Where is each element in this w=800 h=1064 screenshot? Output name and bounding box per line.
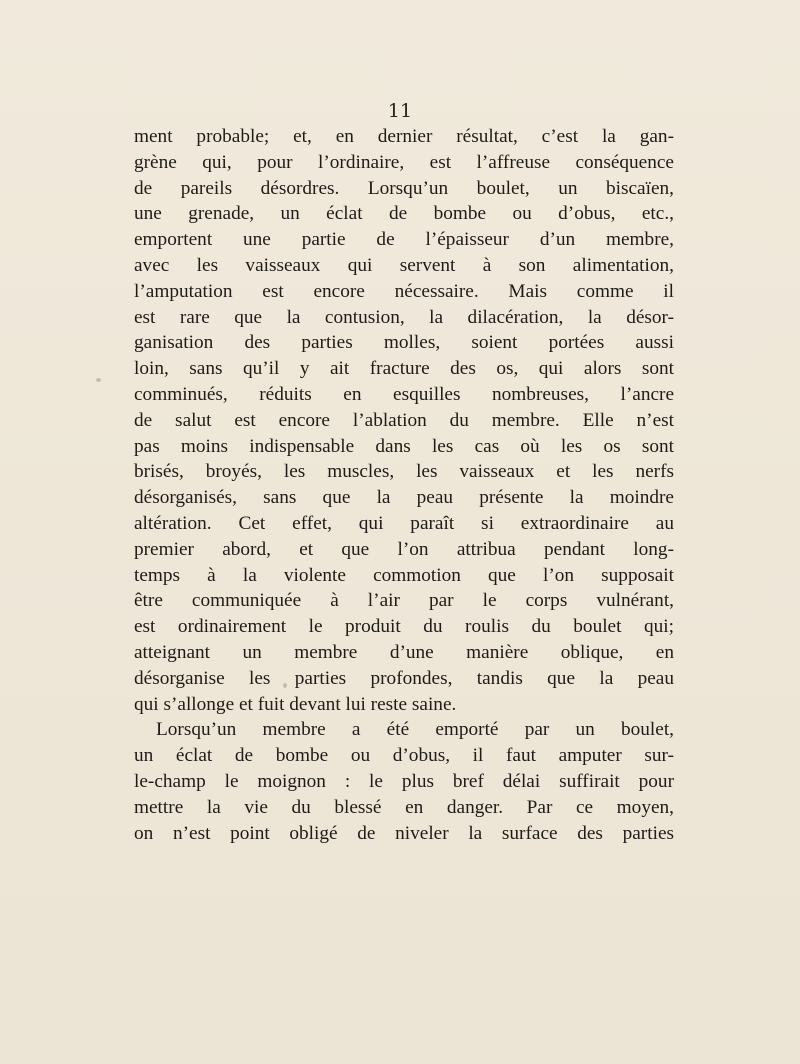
text-line: qui s’allonge et fuit devant lui reste saine.	[134, 693, 457, 715]
text-line: ment probable; et, en dernier résultat, c’est la gan-	[134, 126, 674, 147]
text-line: brisés, broyés, les muscles, les vaisseaux et les nerfs	[134, 461, 674, 483]
text-line: une grenade, un éclat de bombe ou d’obus, etc.,	[134, 203, 674, 225]
text-line: le-champ le moignon : le plus bref délai suffirait pour	[134, 770, 674, 792]
text-line: est rare que la contusion, la dilacération, la désor-	[134, 306, 674, 328]
text-line: avec les vaisseaux qui servent à son alimentation,	[134, 254, 674, 276]
text-line: mettre la vie du blessé en danger. Par ce moyen,	[134, 796, 674, 818]
text-line: désorganisés, sans que la peau présente la moindre	[134, 487, 674, 509]
text-line: on n’est point obligé de niveler la surface des parties	[134, 822, 674, 844]
text-line: altération. Cet effet, qui paraît si extraordinaire au	[134, 512, 674, 534]
text-line: pas moins indispensable dans les cas où les os sont	[134, 435, 674, 457]
text-line: emportent une partie de l’épaisseur d’un membre,	[134, 229, 674, 251]
text-line: être communiquée à l’air par le corps vulnérant,	[134, 590, 674, 612]
text-line: atteignant un membre d’une manière oblique, en	[134, 641, 674, 663]
text-line: comminués, réduits en esquilles nombreuses, l’ancre	[134, 383, 674, 405]
text-line: premier abord, et que l’on attribua pendant long-	[134, 538, 674, 560]
text-line: un éclat de bombe ou d’obus, il faut amputer sur-	[134, 745, 674, 767]
text-line: de salut est encore l’ablation du membre. Elle n’est	[134, 409, 674, 431]
text-line: temps à la violente commotion que l’on supposait	[134, 564, 674, 586]
text-line: ganisation des parties molles, soient portées aussi	[134, 332, 674, 354]
text-line: Lorsqu’un membre a été emporté par un boulet,	[156, 719, 674, 741]
ink-speck	[96, 378, 101, 382]
text-line: loin, sans qu’il y ait fracture des os, qui alors sont	[134, 358, 674, 380]
text-line: grène qui, pour l’ordinaire, est l’affreuse conséquence	[134, 151, 674, 173]
page-number: 11	[387, 100, 413, 122]
text-line: l’amputation est encore nécessaire. Mais comme il	[134, 280, 674, 302]
page-body-text	[134, 124, 674, 846]
text-line: de pareils désordres. Lorsqu’un boulet, un biscaïen,	[134, 177, 674, 199]
text-line: désorganise les parties profondes, tandis que la peau	[134, 667, 674, 689]
text-line: est ordinairement le produit du roulis du boulet qui;	[134, 616, 674, 638]
